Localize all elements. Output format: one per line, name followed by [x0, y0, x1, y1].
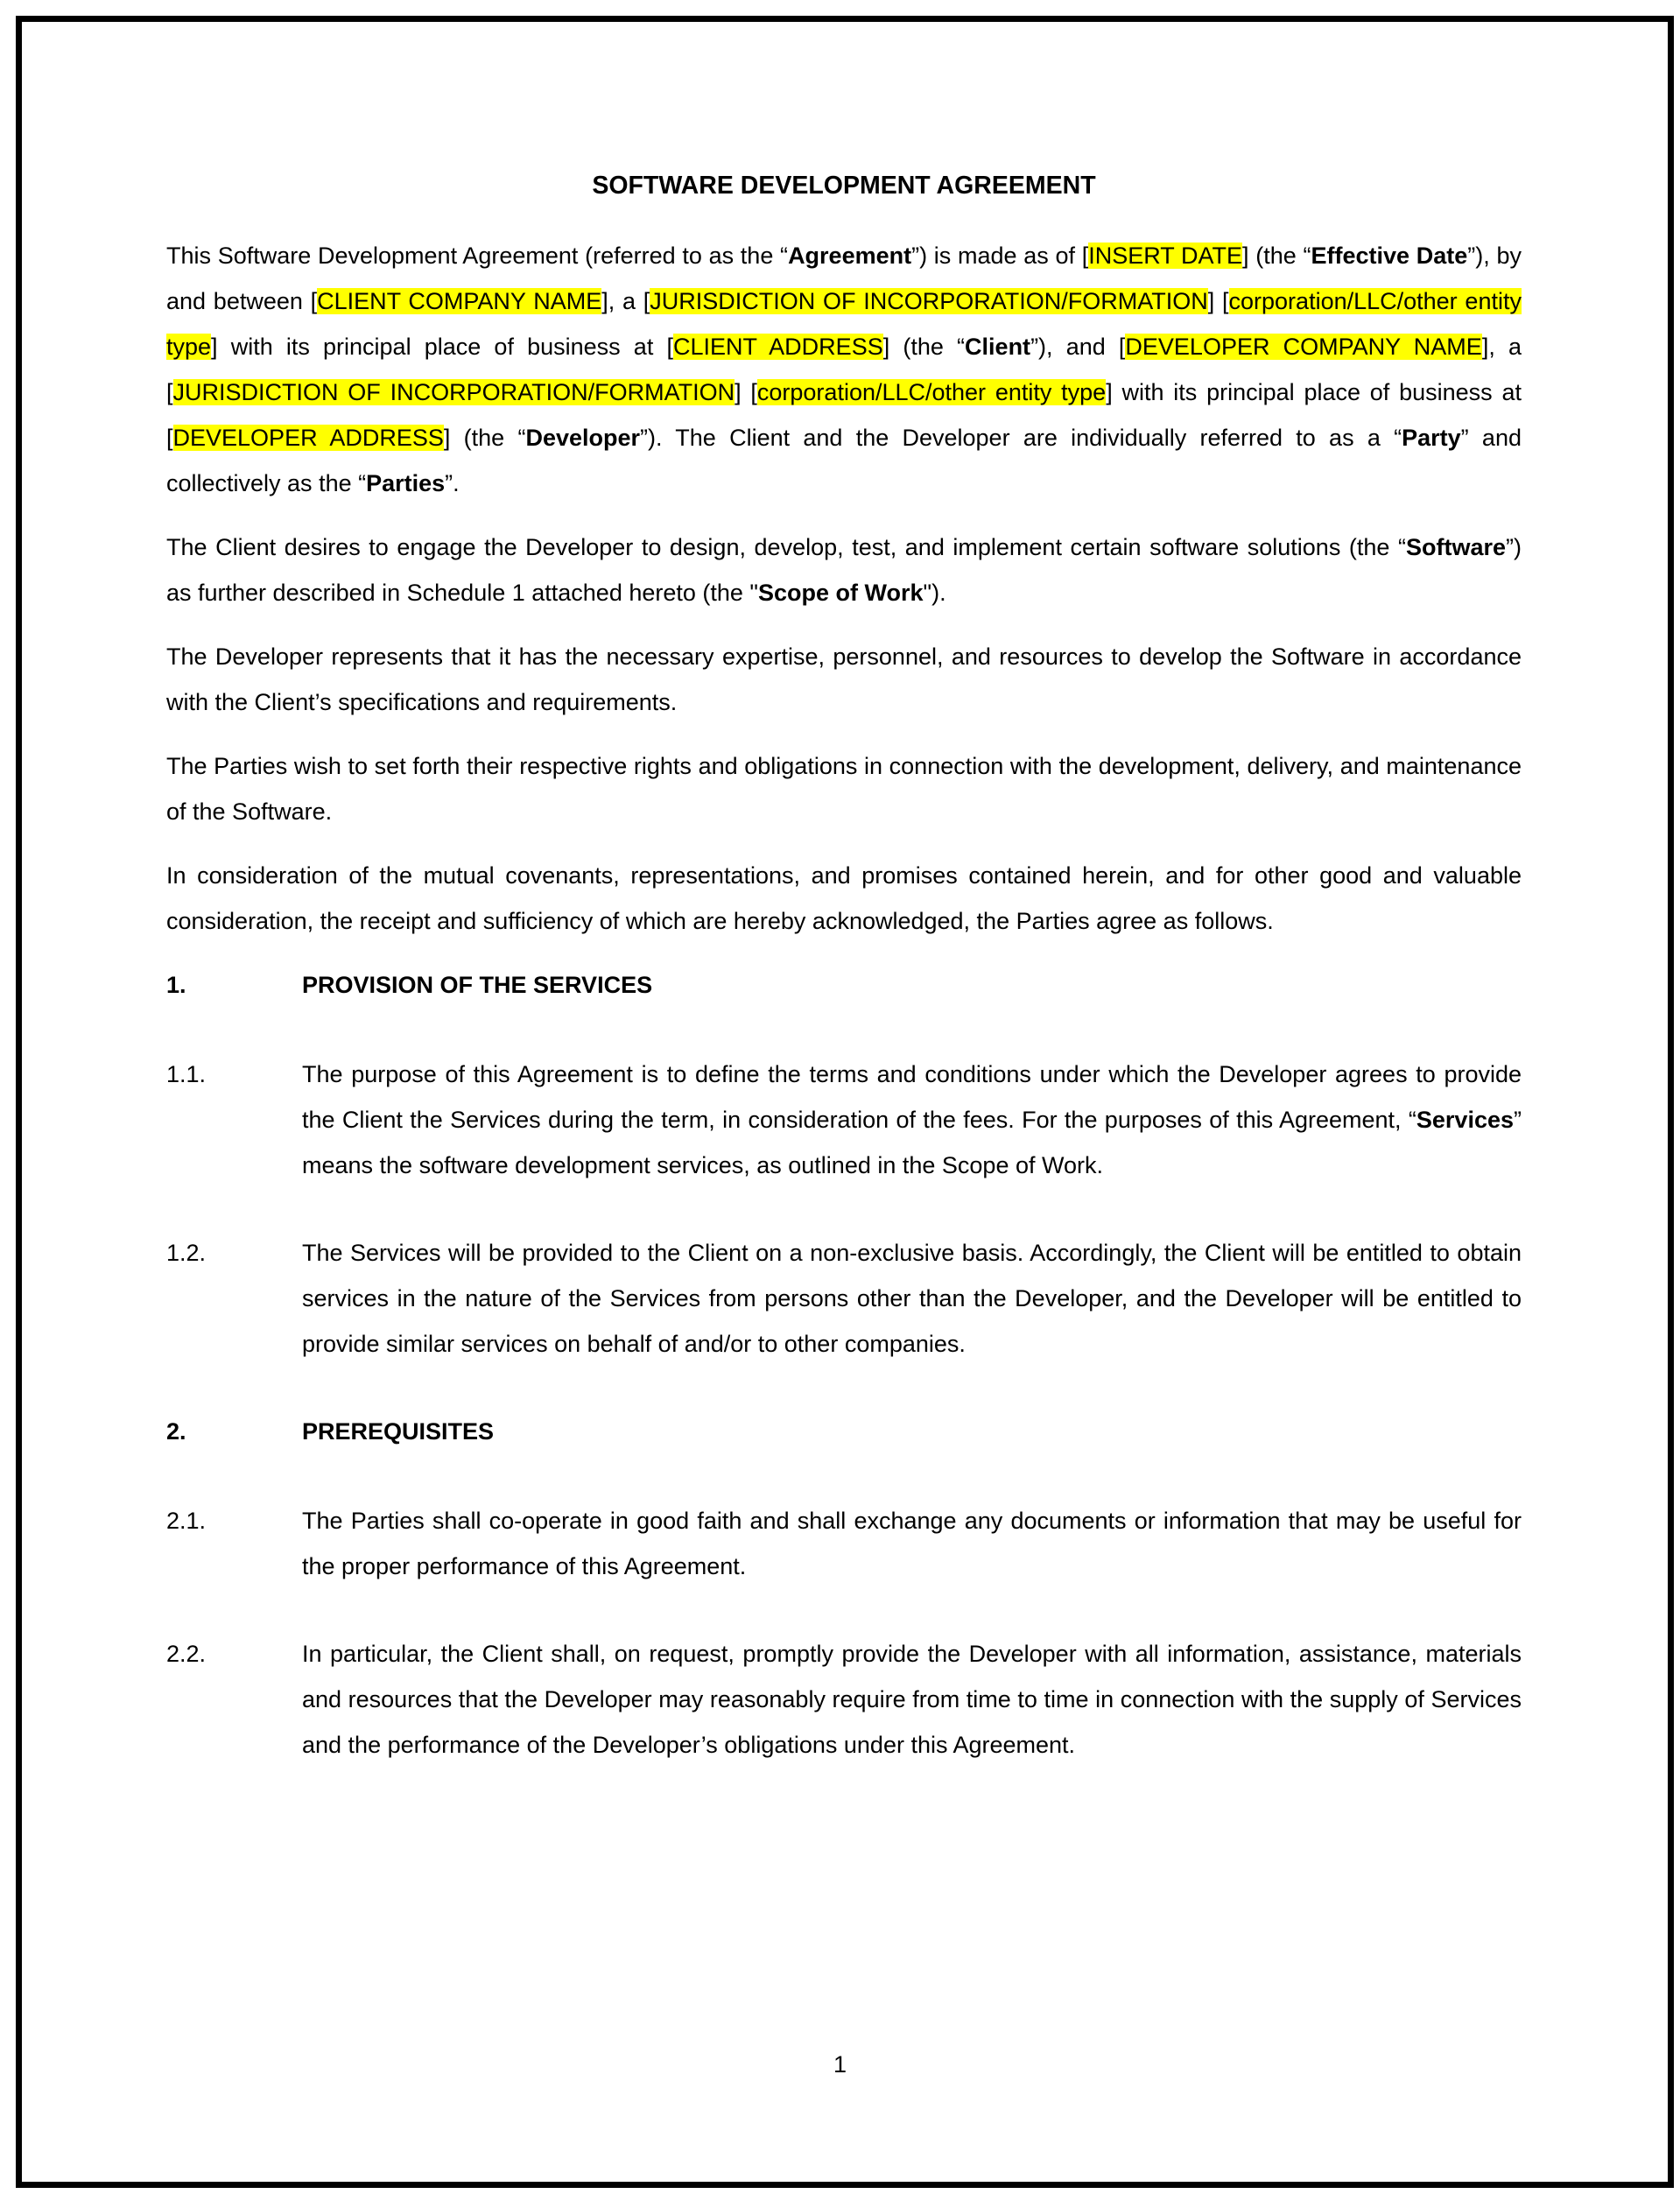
section-1-title: PROVISION OF THE SERVICES [302, 972, 653, 998]
placeholder-highlight: JURISDICTION OF INCORPORATION/FORMATION [650, 288, 1208, 314]
clause-1-1 [166, 1051, 1522, 1188]
text-run: ”), by and between [ [166, 243, 1522, 314]
text-run: ] (the “ [1242, 243, 1311, 269]
placeholder-highlight: DEVELOPER COMPANY NAME [1125, 334, 1482, 360]
text-run: ], a [ [601, 288, 650, 314]
text-run: ] with its principal place of business at [ [166, 379, 1522, 451]
text-run: The Parties shall co-operate in good faith and shall exchange any documents or information that may be useful for the proper performance of this Agreement. [302, 1508, 1522, 1579]
text-run: The purpose of this Agreement is to define the terms and conditions under which the Developer agrees to provide the Client the Services during the term, in consideration of the fees. For the purposes of this Agreement, “ [302, 1061, 1522, 1133]
placeholder-highlight: CLIENT ADDRESS [672, 334, 883, 360]
defined-term: Party [1402, 425, 1461, 451]
recital-engagement-paragraph [166, 524, 1522, 615]
text-run: In particular, the Client shall, on request, promptly provide the Developer with all information, assistance, materials and resources that the Developer may reasonably require from time to time in connection with the supply of Services and the performance of the Developer’s obligations under this Agreement. [302, 1641, 1522, 1758]
recital-rights-obligations-paragraph [166, 743, 1522, 834]
placeholder-highlight: corporation/LLC/other entity type [166, 288, 1522, 360]
text-run: ] [ [1207, 288, 1229, 314]
recital-developer-expertise-paragraph [166, 634, 1522, 725]
clause-2-1 [166, 1498, 1522, 1589]
placeholder-highlight: INSERT DATE [1088, 243, 1243, 269]
text-run: The Developer represents that it has the necessary expertise, personnel, and resources to develop the Software in accordance with the Client’s specifications and requirements. [166, 643, 1522, 715]
placeholder-highlight: CLIENT COMPANY NAME [317, 288, 602, 314]
defined-term: Parties [366, 470, 446, 496]
placeholder-highlight: corporation/LLC/other entity type [756, 379, 1107, 405]
placeholder-highlight: DEVELOPER ADDRESS [172, 425, 444, 451]
text-run: ”), and [ [1030, 334, 1126, 360]
text-run: ”) is made as of [ [911, 243, 1089, 269]
text-run: ] [ [735, 379, 757, 405]
text-run: ”). The Client and the Developer are individually referred to as a “ [640, 425, 1402, 451]
clause-2-1-number: 2.1. [166, 1508, 207, 1534]
text-run: ] (the “ [443, 425, 526, 451]
clause-1-2-number: 1.2. [166, 1240, 207, 1266]
text-run: This Software Development Agreement (referred to as the “ [166, 243, 789, 269]
text-run: ” means the software development services, as outlined in the Scope of Work. [302, 1107, 1522, 1178]
section-2-heading [166, 1409, 1522, 1454]
clause-1-1-text [302, 1051, 1522, 1188]
recital-consideration-paragraph [166, 853, 1522, 944]
defined-term: Effective Date [1311, 243, 1468, 269]
clause-2-2 [166, 1631, 1522, 1768]
section-1-heading [166, 962, 1522, 1008]
text-run: The Client desires to engage the Developer to design, develop, test, and implement certain software solutions (the “ [166, 534, 1406, 560]
text-run: ] with its principal place of business at [ [211, 334, 673, 360]
clause-2-2-text [302, 1631, 1522, 1768]
clause-1-2-text [302, 1230, 1522, 1367]
page-number: 1 [833, 2051, 847, 2078]
document-content [166, 163, 1522, 1810]
text-run: The Services will be provided to the Client on a non-exclusive basis. Accordingly, the Client will be entitled to obtain services in the nature of the Services from persons other than the Developer, and the Developer will be entitled to provide similar services on behalf of and/or to other companies. [302, 1240, 1522, 1357]
clause-2-2-number: 2.2. [166, 1641, 207, 1667]
section-1-number: 1. [166, 972, 186, 998]
document-title: SOFTWARE DEVELOPMENT AGREEMENT [592, 172, 1096, 200]
clause-2-1-text [302, 1498, 1522, 1589]
defined-term: Client [965, 334, 1031, 360]
defined-term: Software [1405, 534, 1507, 560]
opening-paragraph [166, 233, 1522, 506]
text-run: ” and collectively as the “ [166, 425, 1522, 496]
section-2-title: PREREQUISITES [302, 1418, 495, 1445]
text-run: "). [923, 580, 946, 606]
text-run: ”. [445, 470, 460, 496]
defined-term: Services [1416, 1107, 1514, 1133]
defined-term: Agreement [788, 243, 912, 269]
section-2-number: 2. [166, 1418, 186, 1445]
text-run: ], a [ [166, 334, 1522, 405]
text-run: ”) as further described in Schedule 1 attached hereto (the " [166, 534, 1522, 606]
defined-term: Scope of Work [758, 580, 924, 606]
text-run: In consideration of the mutual covenants, representations, and promises contained herein, and for other good and valuable consideration, the receipt and sufficiency of which are hereby acknowledged, the Parties agree as follows. [166, 862, 1522, 934]
defined-term: Developer [525, 425, 641, 451]
clause-1-2 [166, 1230, 1522, 1367]
clause-1-1-number: 1.1. [166, 1061, 207, 1087]
text-run: The Parties wish to set forth their respective rights and obligations in connection with the development, delivery, and maintenance of the Software. [166, 753, 1522, 825]
placeholder-highlight: JURISDICTION OF INCORPORATION/FORMATION [172, 379, 735, 405]
text-run: ] (the “ [882, 334, 966, 360]
